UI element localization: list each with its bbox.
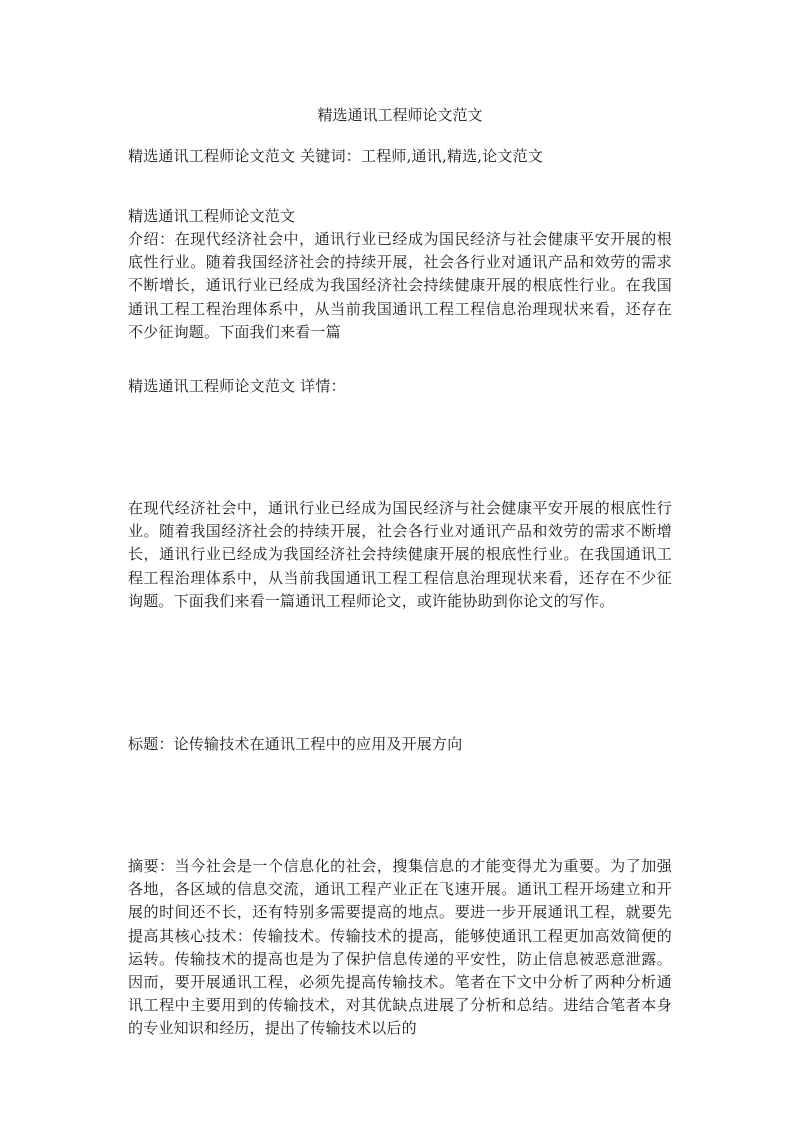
detail-heading: 精选通讯工程师论文范文 详情： [128,377,346,395]
intro-paragraph: 介绍：在现代经济社会中，通讯行业已经成为国民经济与社会健康平安开展的根底性行业。随着我国经济社会的持续开展，社会各行业对通讯产品和效劳的需求不断增长，通讯行业已经成为我国经济社会持续健康开展的根底性行业。在我国通讯工程工程治理体系中，从当前我国通讯工程工程信息治理现状来看，还存在不少征询题。下面我们来看一篇 [128,230,672,341]
abstract-paragraph: 摘要：当今社会是一个信息化的社会，搜集信息的才能变得尤为重要。为了加强各地，各区域的信息交流，通讯工程产业正在飞速开展。通讯工程开场建立和开展的时间还不长，还有特别多需要提高的地点。要进一步开展通讯工程，就要先提高其核心技术：传输技术。传输技术的提高，能够使通讯工程更加高效简便的运转。传输技术的提高也是为了保护信息传递的平安性，防止信息被恶意泄露。因而，要开展通讯工程，必须先提高传输技术。笔者在下文中分析了两种分析通讯工程中主要用到的传输技术，对其优缺点进展了分析和总结。进结合笔者本身的专业知识和经历，提出了传输技术以后的 [128,857,672,1038]
paper-title: 标题：论传输技术在通讯工程中的应用及开展方向 [128,735,463,753]
keywords-line: 精选通讯工程师论文范文 关键词：工程师,通讯,精选,论文范文 [128,147,544,165]
intro-heading: 精选通讯工程师论文范文 [128,207,296,225]
document-title: 精选通讯工程师论文范文 [317,106,483,124]
body-paragraph: 在现代经济社会中，通讯行业已经成为国民经济与社会健康平安开展的根底性行业。随着我国经济社会的持续开展，社会各行业对通讯产品和效劳的需求不断增长，通讯行业已经成为我国经济社会持续健康开展的根底性行业。在我国通讯工程工程治理体系中，从当前我国通讯工程工程信息治理现状来看，还存在不少征询题。下面我们来看一篇通讯工程师论文，或许能协助到你论文的写作。 [128,499,672,610]
